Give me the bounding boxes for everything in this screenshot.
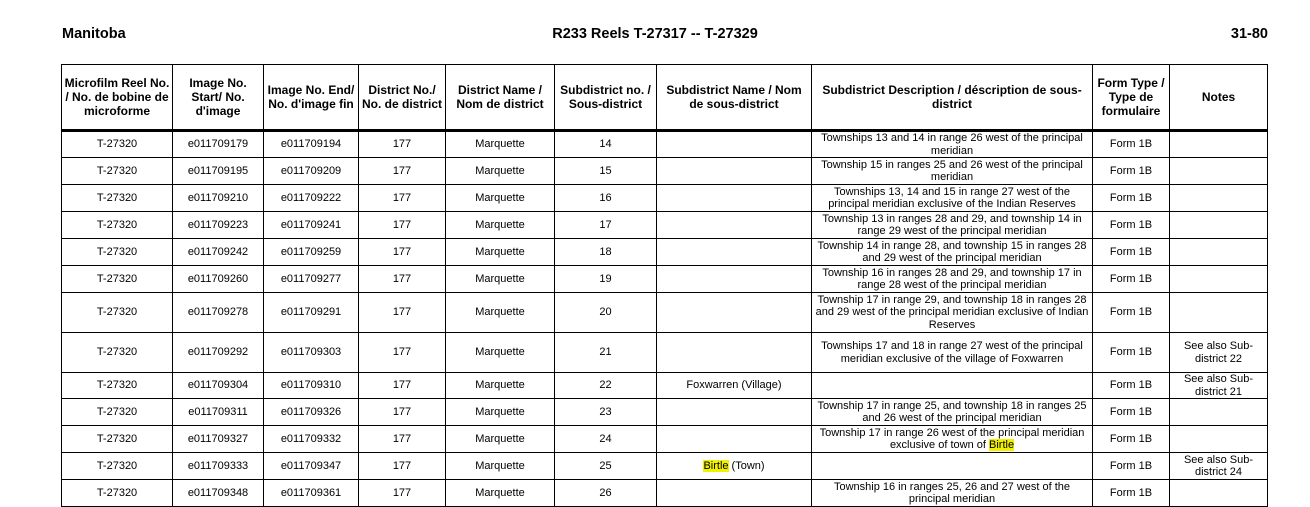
subdistrict-no-cell: 23	[555, 399, 657, 426]
subdistrict-description-cell: Township 17 in range 26 west of the principal meridian exclusive of town of Birtle	[812, 426, 1093, 453]
image-end-cell: e011709326	[264, 399, 359, 426]
subdistrict-name-cell	[657, 266, 812, 293]
district-no-cell: 177	[359, 453, 446, 480]
reel-cell: T-27320	[62, 453, 173, 480]
district-name-cell: Marquette	[446, 266, 555, 293]
subdistrict-name-cell	[657, 333, 812, 373]
subdistrict-no-cell: 14	[555, 131, 657, 158]
district-no-cell: 177	[359, 212, 446, 239]
district-no-cell: 177	[359, 373, 446, 399]
district-name-cell: Marquette	[446, 399, 555, 426]
image-start-cell: e011709292	[173, 333, 264, 373]
reel-cell: T-27320	[62, 399, 173, 426]
table-row	[62, 426, 1268, 453]
image-start-cell: e011709195	[173, 158, 264, 185]
image-start-cell: e011709260	[173, 266, 264, 293]
reel-cell: T-27320	[62, 185, 173, 212]
subdistrict-description-cell: Townships 13, 14 and 15 in range 27 west of the principal meridian exclusive of the Indian Reserves	[812, 185, 1093, 212]
subdistrict-no-cell: 26	[555, 480, 657, 507]
district-no-cell: 177	[359, 158, 446, 185]
col-header-district-no: District No./ No. de district	[359, 65, 446, 131]
notes-cell: See also Sub-district 21	[1170, 373, 1268, 399]
subdistrict-no-cell: 20	[555, 293, 657, 333]
search-highlight: Birtle	[989, 439, 1015, 451]
district-no-cell: 177	[359, 480, 446, 507]
district-no-cell: 177	[359, 399, 446, 426]
subdistrict-description-cell: Township 17 in range 29, and township 18 in ranges 28 and 29 west of the principal meridian exclusive of Indian Reserves	[812, 293, 1093, 333]
col-header-district-name: District Name / Nom de district	[446, 65, 555, 131]
district-no-cell: 177	[359, 333, 446, 373]
image-end-cell: e011709347	[264, 453, 359, 480]
table-row	[62, 480, 1268, 507]
image-end-cell: e011709259	[264, 239, 359, 266]
form-type-cell: Form 1B	[1093, 480, 1170, 507]
form-type-cell: Form 1B	[1093, 131, 1170, 158]
col-header-reel: Microfilm Reel No. / No. de bobine de microforme	[62, 65, 173, 131]
image-end-cell: e011709277	[264, 266, 359, 293]
reel-cell: T-27320	[62, 131, 173, 158]
subdistrict-description-cell: Township 17 in range 25, and township 18 in ranges 25 and 26 west of the principal meridian	[812, 399, 1093, 426]
subdistrict-description-cell: Township 16 in ranges 28 and 29, and township 17 in range 28 west of the principal meridian	[812, 266, 1093, 293]
col-header-image-end: Image No. End/ No. d'image fin	[264, 65, 359, 131]
notes-cell: See also Sub-district 22	[1170, 333, 1268, 373]
image-end-cell: e011709209	[264, 158, 359, 185]
form-type-cell: Form 1B	[1093, 453, 1170, 480]
subdistrict-description-cell: Townships 17 and 18 in range 27 west of the principal meridian exclusive of the village of Foxwarren	[812, 333, 1093, 373]
reel-cell: T-27320	[62, 333, 173, 373]
subdistrict-name-cell	[657, 293, 812, 333]
district-name-cell: Marquette	[446, 426, 555, 453]
header-row	[62, 65, 1268, 131]
subdistrict-description-cell	[812, 373, 1093, 399]
district-no-cell: 177	[359, 185, 446, 212]
district-no-cell: 177	[359, 426, 446, 453]
form-type-cell: Form 1B	[1093, 426, 1170, 453]
notes-cell	[1170, 426, 1268, 453]
form-type-cell: Form 1B	[1093, 158, 1170, 185]
notes-cell	[1170, 185, 1268, 212]
district-no-cell: 177	[359, 131, 446, 158]
table-row	[62, 185, 1268, 212]
reels-heading: R233 Reels T-27317 -- T-27329	[552, 26, 758, 42]
table-row	[62, 293, 1268, 333]
image-start-cell: e011709223	[173, 212, 264, 239]
col-header-subdistrict-name: Subdistrict Name / Nom de sous-district	[657, 65, 812, 131]
notes-cell	[1170, 212, 1268, 239]
form-type-cell: Form 1B	[1093, 185, 1170, 212]
district-no-cell: 177	[359, 293, 446, 333]
image-end-cell: e011709222	[264, 185, 359, 212]
subdistrict-no-cell: 18	[555, 239, 657, 266]
col-header-form-type: Form Type / Type de formulaire	[1093, 65, 1170, 131]
image-end-cell: e011709361	[264, 480, 359, 507]
col-header-subdistrict-description: Subdistrict Description / déscription de sous-district	[812, 65, 1093, 131]
image-start-cell: e011709210	[173, 185, 264, 212]
table-row	[62, 212, 1268, 239]
col-header-subdistrict-no: Subdistrict no. / Sous-district	[555, 65, 657, 131]
notes-cell	[1170, 293, 1268, 333]
district-name-cell: Marquette	[446, 480, 555, 507]
subdistrict-name-cell	[657, 480, 812, 507]
table-row	[62, 266, 1268, 293]
col-header-notes: Notes	[1170, 65, 1268, 131]
table-row	[62, 453, 1268, 480]
reel-cell: T-27320	[62, 426, 173, 453]
form-type-cell: Form 1B	[1093, 399, 1170, 426]
subdistrict-name-cell	[657, 239, 812, 266]
district-name-cell: Marquette	[446, 158, 555, 185]
subdistrict-no-cell: 15	[555, 158, 657, 185]
image-end-cell: e011709310	[264, 373, 359, 399]
subdistrict-description-cell: Township 16 in ranges 25, 26 and 27 west of the principal meridian	[812, 480, 1093, 507]
image-start-cell: e011709242	[173, 239, 264, 266]
image-end-cell: e011709241	[264, 212, 359, 239]
subdistrict-name-cell	[657, 426, 812, 453]
form-type-cell: Form 1B	[1093, 212, 1170, 239]
district-name-cell: Marquette	[446, 453, 555, 480]
subdistrict-description-cell: Township 15 in ranges 25 and 26 west of the principal meridian	[812, 158, 1093, 185]
form-type-cell: Form 1B	[1093, 239, 1170, 266]
subdistrict-description-cell: Township 13 in ranges 28 and 29, and township 14 in range 29 west of the principal meridian	[812, 212, 1093, 239]
subdistrict-description-cell: Townships 13 and 14 in range 26 west of the principal meridian	[812, 131, 1093, 158]
reel-cell: T-27320	[62, 293, 173, 333]
subdistrict-name-cell: Birtle (Town)	[657, 453, 812, 480]
subdistrict-name-cell	[657, 158, 812, 185]
image-end-cell: e011709291	[264, 293, 359, 333]
census-table	[61, 64, 1268, 507]
search-highlight: Birtle	[703, 459, 729, 472]
district-no-cell: 177	[359, 239, 446, 266]
image-start-cell: e011709179	[173, 131, 264, 158]
table-row	[62, 158, 1268, 185]
image-start-cell: e011709348	[173, 480, 264, 507]
table-row	[62, 131, 1268, 158]
table-row	[62, 373, 1268, 399]
district-name-cell: Marquette	[446, 131, 555, 158]
subdistrict-no-cell: 17	[555, 212, 657, 239]
notes-cell	[1170, 399, 1268, 426]
subdistrict-no-cell: 22	[555, 373, 657, 399]
reel-cell: T-27320	[62, 212, 173, 239]
page-number: 31-80	[1230, 26, 1268, 42]
subdistrict-no-cell: 25	[555, 453, 657, 480]
form-type-cell: Form 1B	[1093, 333, 1170, 373]
subdistrict-description-cell: Township 14 in range 28, and township 15 in ranges 28 and 29 west of the principal meridian	[812, 239, 1093, 266]
subdistrict-no-cell: 24	[555, 426, 657, 453]
image-start-cell: e011709327	[173, 426, 264, 453]
col-header-image-start: Image No. Start/ No. d'image	[173, 65, 264, 131]
image-end-cell: e011709194	[264, 131, 359, 158]
image-start-cell: e011709333	[173, 453, 264, 480]
image-start-cell: e011709304	[173, 373, 264, 399]
image-end-cell: e011709332	[264, 426, 359, 453]
reel-cell: T-27320	[62, 480, 173, 507]
notes-cell	[1170, 239, 1268, 266]
subdistrict-no-cell: 21	[555, 333, 657, 373]
table-row	[62, 239, 1268, 266]
subdistrict-name-cell	[657, 185, 812, 212]
table-row	[62, 399, 1268, 426]
table-row	[62, 333, 1268, 373]
reel-cell: T-27320	[62, 373, 173, 399]
district-no-cell: 177	[359, 266, 446, 293]
district-name-cell: Marquette	[446, 333, 555, 373]
district-name-cell: Marquette	[446, 373, 555, 399]
notes-cell	[1170, 480, 1268, 507]
subdistrict-name-cell	[657, 131, 812, 158]
reel-cell: T-27320	[62, 239, 173, 266]
image-start-cell: e011709278	[173, 293, 264, 333]
subdistrict-name-cell	[657, 399, 812, 426]
notes-cell	[1170, 158, 1268, 185]
reel-cell: T-27320	[62, 266, 173, 293]
subdistrict-description-cell	[812, 453, 1093, 480]
subdistrict-name-cell: Foxwarren (Village)	[657, 373, 812, 399]
image-start-cell: e011709311	[173, 399, 264, 426]
district-name-cell: Marquette	[446, 185, 555, 212]
image-end-cell: e011709303	[264, 333, 359, 373]
form-type-cell: Form 1B	[1093, 266, 1170, 293]
subdistrict-no-cell: 16	[555, 185, 657, 212]
form-type-cell: Form 1B	[1093, 373, 1170, 399]
notes-cell: See also Sub-district 24	[1170, 453, 1268, 480]
form-type-cell: Form 1B	[1093, 293, 1170, 333]
notes-cell	[1170, 266, 1268, 293]
district-name-cell: Marquette	[446, 212, 555, 239]
province-heading: Manitoba	[62, 26, 126, 42]
notes-cell	[1170, 131, 1268, 158]
subdistrict-name-cell	[657, 212, 812, 239]
district-name-cell: Marquette	[446, 239, 555, 266]
district-name-cell: Marquette	[446, 293, 555, 333]
subdistrict-no-cell: 19	[555, 266, 657, 293]
reel-cell: T-27320	[62, 158, 173, 185]
